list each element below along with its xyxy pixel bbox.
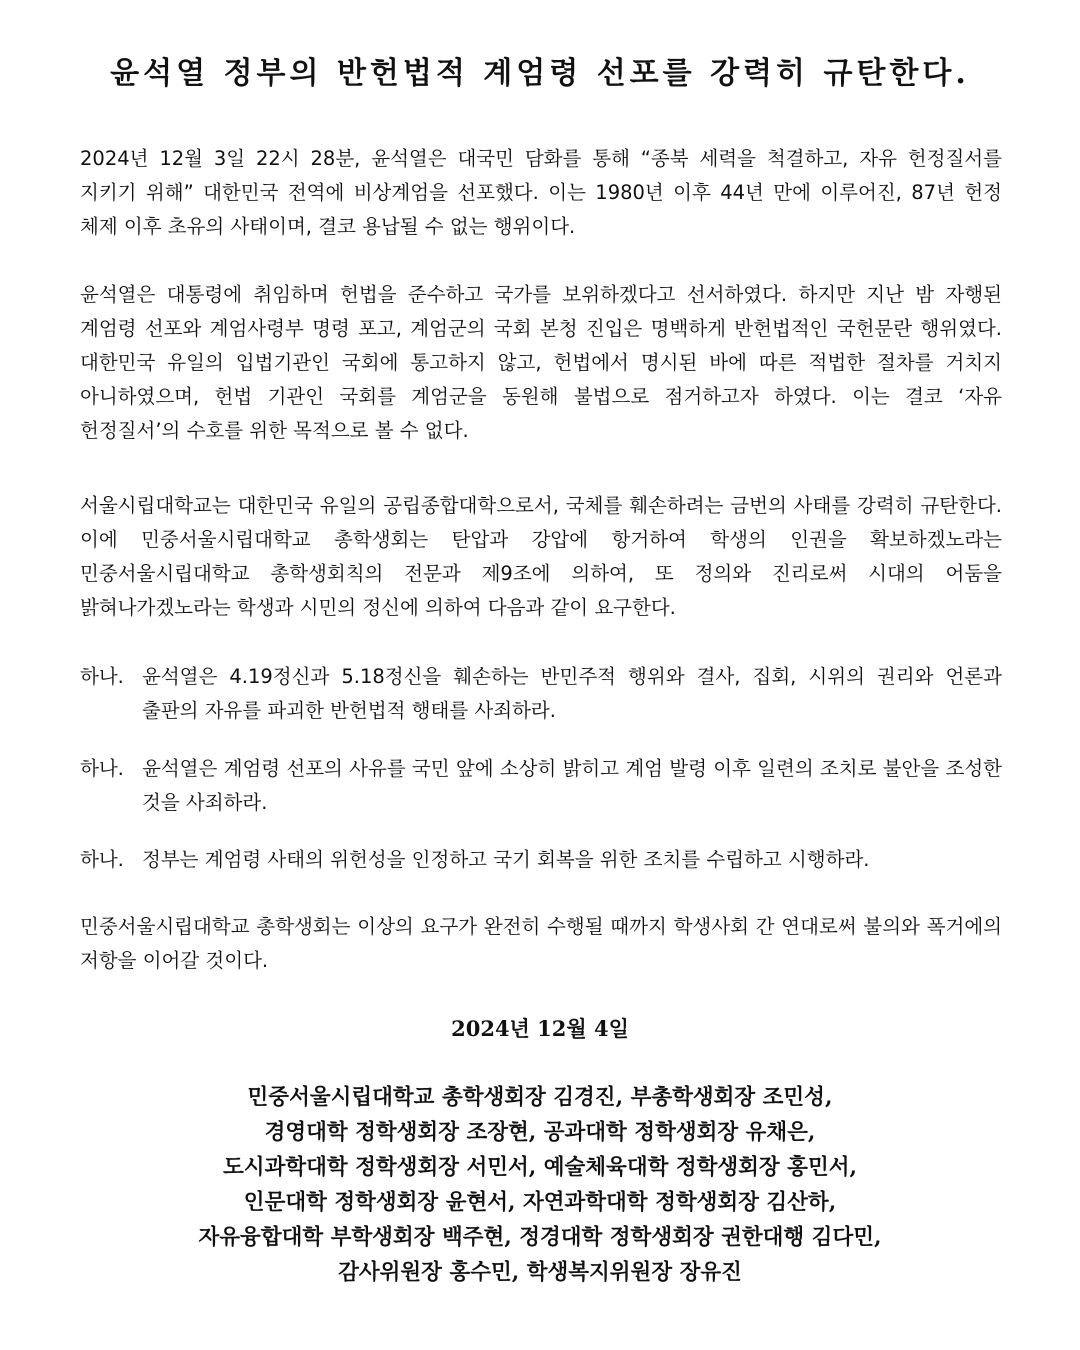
signer-line: 인문대학 정학생회장 윤현서, 자연과학대학 정학생회장 김산하, (243, 1190, 837, 1215)
statement-date: 2024년 12월 4일 (451, 1016, 629, 1041)
demand-marker: 하나. (80, 665, 124, 688)
demand-text: 윤석열은 4.19정신과 5.18정신을 훼손하는 반민주적 행위와 결사, 집회, 시위의 권리와 언론과 출판의 자유를 파괴한 반헌법적 행태를 사죄하라. (142, 665, 1002, 722)
demand-item-1 (80, 660, 1002, 728)
paragraph-intro: 2024년 12월 3일 22시 28분, 윤석열은 대국민 담화를 통해 “종북 세력을 척결하고, 자유 헌정질서를 지키기 위해” 대한민국 전역에 비상계엄을 선포했다. 이는 1980년 이후 44년 만에 이루어진, 87년 헌정 체제 이후 초유의 사태이며, 결코 용납될 수 없는 행위이다. (80, 147, 1002, 238)
demand-item-3 (80, 843, 1002, 877)
demand-text: 윤석열은 계엄령 선포의 사유를 국민 앞에 소상히 밝히고 계엄 발령 이후 일련의 조치로 불안을 조성한 것을 사죄하라. (142, 757, 1002, 814)
signer-line: 민중서울시립대학교 총학생회장 김경진, 부총학생회장 조민성, (247, 1085, 833, 1110)
paragraph-university-demand: 서울시립대학교는 대한민국 유일의 공립종합대학으로서, 국체를 훼손하려는 금번의 사태를 강력히 규탄한다. 이에 민중서울시립대학교 총학생회는 탄압과 강압에 항거하여 학생의 인권을 확보하겠노라는 민중서울시립대학교 총학생회칙의 전문과 제9조에 의하여, 또 정의와 진리로써 시대의 어둠을 밝혀나가겠노라는 학생과 시민의 정신에 의하여 다음과 같이 요구한다. (80, 494, 1002, 619)
statement-title: 윤석열 정부의 반헌법적 계엄령 선포를 강력히 규탄한다. (110, 56, 970, 91)
signer-line: 도시과학대학 정학생회장 서민서, 예술체육대학 정학생회장 홍민서, (223, 1155, 857, 1180)
signer-line: 감사위원장 홍수민, 학생복지위원장 장유진 (338, 1260, 742, 1285)
demand-item-2 (80, 752, 1002, 820)
signer-line: 자유융합대학 부학생회장 백주현, 정경대학 정학생회장 권한대행 김다민, (198, 1225, 882, 1250)
signer-line: 경영대학 정학생회장 조장현, 공과대학 정학생회장 유채은, (264, 1120, 816, 1145)
demand-marker: 하나. (80, 757, 124, 780)
demand-marker: 하나. (80, 848, 124, 871)
demand-text: 정부는 계엄령 사태의 위헌성을 인정하고 국기 회복을 위한 조치를 수립하고 시행하라. (142, 848, 870, 871)
paragraph-oath-violation: 윤석열은 대통령에 취임하며 헌법을 준수하고 국가를 보위하겠다고 선서하였다. 하지만 지난 밤 자행된 계엄령 선포와 계엄사령부 명령 포고, 계엄군의 국회 본청 진입은 명백하게 반헌법적인 국헌문란 행위였다. 대한민국 유일의 입법기관인 국회에 통고하지 않고, 헌법에서 명시된 바에 따른 적법한 절차를 거치지 아니하였으며, 헌법 기관인 국회를 계엄군을 동원해 불법으로 점거하고자 하였다. 이는 결코 ‘자유 헌정질서’의 수호를 위한 목적으로 볼 수 없다. (80, 283, 1002, 442)
signers-block (40, 1080, 1040, 1290)
paragraph-closing: 민중서울시립대학교 총학생회는 이상의 요구가 완전히 수행될 때까지 학생사회 간 연대로써 불의와 폭거에의 저항을 이어갈 것이다. (80, 915, 1002, 972)
